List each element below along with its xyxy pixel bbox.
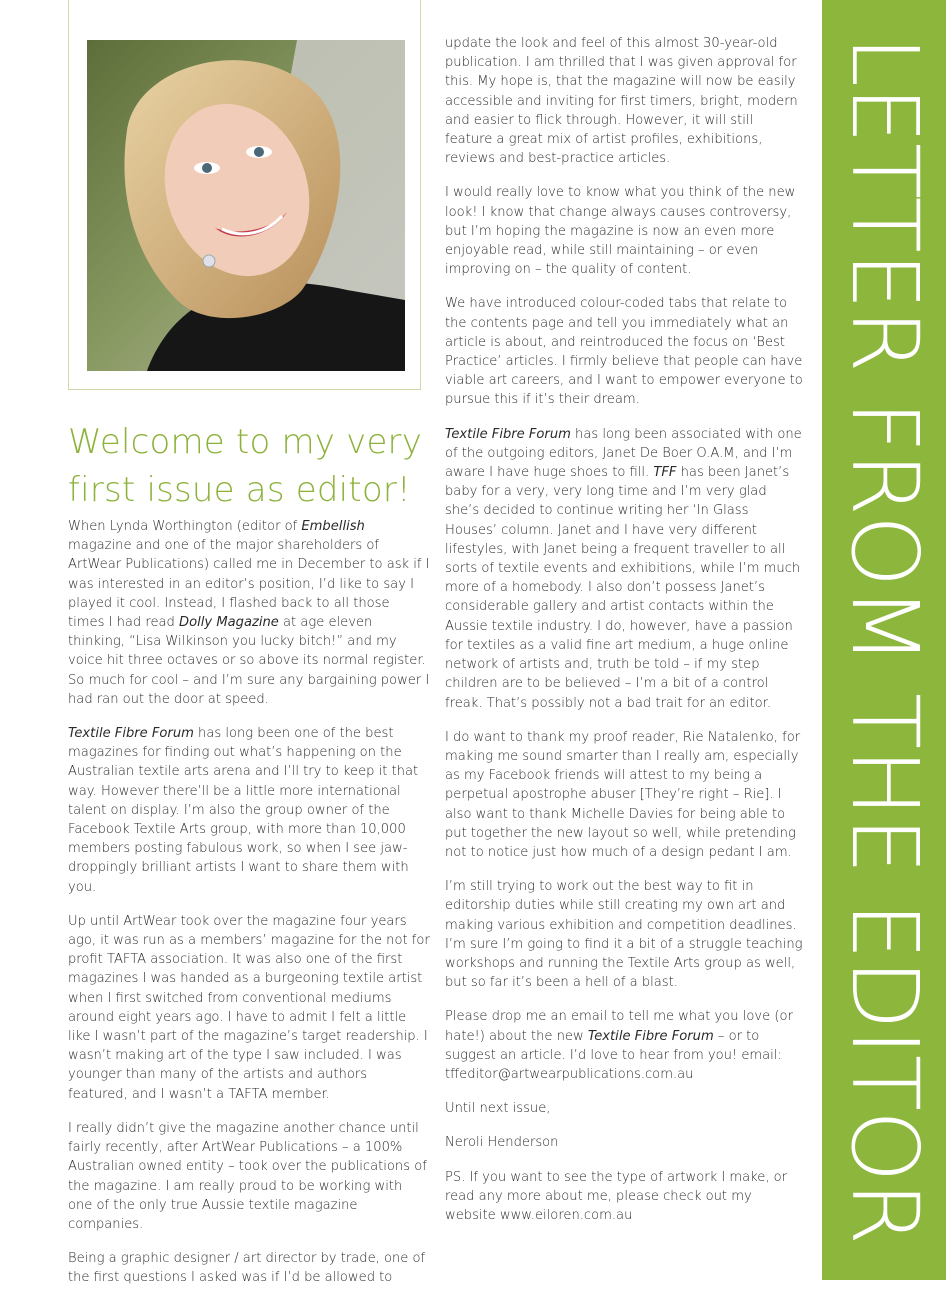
signature-name: Neroli Henderson	[445, 1135, 559, 1151]
paragraph: I would really love to know what you think of the new look! I know that change always causes controversy, but I’m hoping the magazine is now an even more enjoyable read, while still maintaining – or even improving on – the quality of content.	[445, 185, 796, 278]
page-headline: Welcome to my very first issue as editor!	[68, 422, 423, 510]
paragraph: Textile Fibre Forum has long been associated with one of the outgoing editors, Janet De Boer O.A.M, and I’m aware I have huge shoes to fill. TFF has been Janet’s baby for a very, very long time and I’m very glad she’s decided to continue writing her ‘In Glass Houses’ column. Janet and I have very different lifestyles, with Janet being a frequent traveller to all sorts of textile events and exhibitions, while I’m much more of a homebody. I also don’t possess Janet’s considerable gallery and artist contacts within the Aussie textile industry. I do, however, have a passion for textiles as a valid fine art medium, a huge online network of artists and, truth be told – if my step children are to be believed – I’m a bit of a control freak. That’s possibly not a bad trait for an editor.	[445, 426, 802, 711]
paragraph: update the look and feel of this almost 30-year-old publication. I am thrilled that I was given approval for this. My hope is, that the magazine will now be easily accessible and inviting for first timers, bright, modern and easier to flick through. However, it will still feature a great mix of artist profiles, exhibitions, reviews and best-practice articles.	[445, 36, 798, 167]
sign-off: Until next issue,	[445, 1101, 551, 1117]
article-column-right	[445, 34, 803, 1240]
paragraph: Textile Fibre Forum has long been one of the best magazines for finding out what’s happening on the Australian textile arts arena and I’ll try to keep it that way. However there’ll be a little more international talent on display. I’m also the group owner of the Facebook Textile Arts group, with more than 10,000 members posting fabulous work, so when I see jaw-droppingly brilliant artists I want to share them with you.	[68, 726, 419, 895]
postscript: PS. If you want to see the type of artwork I make, or read any more about me, please check out my website www.eiloren.com.au	[445, 1169, 788, 1223]
paragraph: We have introduced colour-coded tabs that relate to the contents page and tell you immediately what an article is about, and reintroduced the focus on ‘Best Practice’ articles. I firmly believe that people can have viable art careers, and I want to empower everyone to pursue this if it’s their dream.	[445, 296, 803, 408]
section-tab-title: LETTER FROM THE EDITOR	[831, 35, 938, 1245]
photo-frame	[68, 0, 421, 390]
paragraph: Being a graphic designer / art director by trade, one of the first questions I asked was if I’d be allowed to	[68, 1251, 426, 1286]
paragraph: Up until ArtWear took over the magazine four years ago, it was run as a members’ magazine for the not for profit TAFTA association. It was also one of the first magazines I was handed as a burgeoning textile artist when I first switched from conventional mediums around eight years ago. I have to admit I felt a little like I wasn’t part of the magazine’s target readership. I wasn’t making art of the type I saw included. I was younger than many of the artists and authors featured, and I wasn’t a TAFTA member.	[68, 913, 430, 1102]
editor-portrait-image	[87, 40, 405, 371]
section-tab	[822, 0, 946, 1280]
editor-photo	[87, 40, 405, 371]
paragraph: I do want to thank my proof reader, Rie Natalenko, for making me sound smarter than I really am, especially as my Facebook friends will attest to my being a perpetual apostrophe abuser [They’re right – Rie]. I also want to thank Michelle Davies for being able to put together the new layout so well, while pretending not to notice just how much of a design pedant I am.	[445, 729, 801, 860]
paragraph: When Lynda Worthington (editor of Embellish magazine and one of the major shareholders of ArtWear Publications) called me in December to ask if I was interested in an editor’s position, I’d like to say I played it cool. Instead, I flashed back to all those times I had read Dolly Magazine at age eleven thinking, “Lisa Wilkinson you lucky bitch!” and my voice hit three octaves or so above its normal register. So much for cool – and I’m sure any bargaining power I had ran out the door at speed.	[68, 519, 430, 707]
paragraph: I’m still trying to work out the best way to fit in editorship duties while still creating my own art and making various exhibition and competition deadlines. I’m sure I’m going to find it a bit of a struggle teaching workshops and running the Textile Arts group as well, but so far it’s been a hell of a blast.	[445, 879, 803, 991]
article-column-left	[68, 517, 430, 1303]
paragraph: Please drop me an email to tell me what you love (or hate!) about the new Textile Fibre Forum – or to suggest an article. I’d love to hear from you! email: tffeditor@artwearpublications.com.au	[445, 1009, 793, 1082]
paragraph: I really didn’t give the magazine another chance until fairly recently, after ArtWear Publications – a 100% Australian owned entity – took over the publications of the magazine. I am really proud to be working with one of the only true Aussie textile magazine companies.	[68, 1120, 427, 1232]
